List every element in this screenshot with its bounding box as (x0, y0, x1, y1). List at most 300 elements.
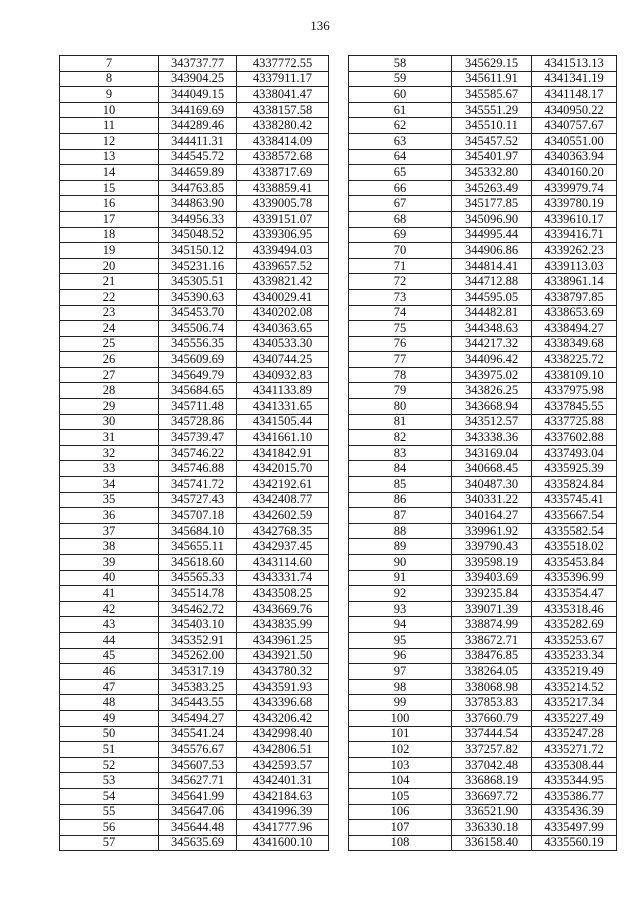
y-coordinate-cell: 4335518.02 (532, 539, 617, 555)
point-number-cell: 43 (60, 617, 159, 633)
table-row (60, 305, 329, 321)
y-coordinate-cell: 4338225.72 (532, 352, 617, 368)
table-row (60, 289, 329, 305)
table-row (349, 710, 617, 726)
point-number-cell: 98 (349, 679, 452, 695)
x-coordinate-cell: 345609.69 (159, 352, 237, 368)
point-number-cell: 82 (349, 430, 452, 446)
point-number-cell: 60 (349, 87, 452, 103)
point-number-cell: 66 (349, 180, 452, 196)
x-coordinate-cell: 344906.86 (452, 243, 532, 259)
table-row (349, 508, 617, 524)
y-coordinate-cell: 4338349.68 (532, 336, 617, 352)
point-number-cell: 37 (60, 523, 159, 539)
point-number-cell: 21 (60, 274, 159, 290)
point-number-cell: 39 (60, 555, 159, 571)
y-coordinate-cell: 4343780.32 (237, 664, 329, 680)
point-number-cell: 107 (349, 820, 452, 836)
table-row (60, 445, 329, 461)
y-coordinate-cell: 4340029.41 (237, 289, 329, 305)
point-number-cell: 91 (349, 570, 452, 586)
x-coordinate-cell: 338672.71 (452, 632, 532, 648)
y-coordinate-cell: 4337725.88 (532, 414, 617, 430)
x-coordinate-cell: 344763.85 (159, 180, 237, 196)
y-coordinate-cell: 4341996.39 (237, 804, 329, 820)
table-row (60, 648, 329, 664)
point-number-cell: 99 (349, 695, 452, 711)
point-number-cell: 74 (349, 305, 452, 321)
point-number-cell: 18 (60, 227, 159, 243)
table-row (349, 383, 617, 399)
y-coordinate-cell: 4338157.58 (237, 102, 329, 118)
point-number-cell: 70 (349, 243, 452, 259)
table-row (349, 321, 617, 337)
x-coordinate-cell: 345629.15 (452, 56, 532, 72)
table-row (349, 820, 617, 836)
point-number-cell: 13 (60, 149, 159, 165)
table-row (60, 149, 329, 165)
table-row (349, 477, 617, 493)
table-row (60, 367, 329, 383)
x-coordinate-cell: 336521.90 (452, 804, 532, 820)
point-number-cell: 90 (349, 555, 452, 571)
y-coordinate-cell: 4340757.67 (532, 118, 617, 134)
point-number-cell: 14 (60, 165, 159, 181)
point-number-cell: 27 (60, 367, 159, 383)
y-coordinate-cell: 4341341.19 (532, 71, 617, 87)
point-number-cell: 54 (60, 788, 159, 804)
table-row (60, 742, 329, 758)
y-coordinate-cell: 4343508.25 (237, 586, 329, 602)
y-coordinate-cell: 4340533.30 (237, 336, 329, 352)
x-coordinate-cell: 337444.54 (452, 726, 532, 742)
table-row (349, 118, 617, 134)
point-number-cell: 78 (349, 367, 452, 383)
table-row (60, 726, 329, 742)
y-coordinate-cell: 4335271.72 (532, 742, 617, 758)
x-coordinate-cell: 345746.88 (159, 461, 237, 477)
x-coordinate-cell: 345635.69 (159, 835, 237, 851)
table-row (60, 118, 329, 134)
x-coordinate-cell: 345711.48 (159, 399, 237, 415)
table-row (60, 710, 329, 726)
x-coordinate-cell: 340668.45 (452, 461, 532, 477)
point-number-cell: 103 (349, 757, 452, 773)
point-number-cell: 57 (60, 835, 159, 851)
point-number-cell: 64 (349, 149, 452, 165)
x-coordinate-cell: 337257.82 (452, 742, 532, 758)
x-coordinate-cell: 345551.29 (452, 102, 532, 118)
table-row (349, 430, 617, 446)
x-coordinate-cell: 345231.16 (159, 258, 237, 274)
y-coordinate-cell: 4339979.74 (532, 180, 617, 196)
x-coordinate-cell: 345305.51 (159, 274, 237, 290)
point-number-cell: 96 (349, 648, 452, 664)
table-row (349, 399, 617, 415)
x-coordinate-cell: 345096.90 (452, 211, 532, 227)
y-coordinate-cell: 4341600.10 (237, 835, 329, 851)
table-row (60, 133, 329, 149)
y-coordinate-cell: 4341513.13 (532, 56, 617, 72)
table-row (60, 87, 329, 103)
point-number-cell: 28 (60, 383, 159, 399)
y-coordinate-cell: 4338494.27 (532, 321, 617, 337)
table-row (349, 757, 617, 773)
y-coordinate-cell: 4338109.10 (532, 367, 617, 383)
table-row (349, 289, 617, 305)
x-coordinate-cell: 339235.84 (452, 586, 532, 602)
x-coordinate-cell: 345541.24 (159, 726, 237, 742)
table-row (60, 399, 329, 415)
table-row (60, 835, 329, 851)
table-row (60, 695, 329, 711)
point-number-cell: 17 (60, 211, 159, 227)
table-row (349, 555, 617, 571)
x-coordinate-cell: 343169.04 (452, 445, 532, 461)
table-row (60, 321, 329, 337)
coordinates-table-right (348, 55, 617, 851)
y-coordinate-cell: 4343396.68 (237, 695, 329, 711)
table-row (60, 539, 329, 555)
y-coordinate-cell: 4342184.63 (237, 788, 329, 804)
x-coordinate-cell: 345741.72 (159, 477, 237, 493)
point-number-cell: 10 (60, 102, 159, 118)
point-number-cell: 41 (60, 586, 159, 602)
x-coordinate-cell: 337853.83 (452, 695, 532, 711)
x-coordinate-cell: 345457.52 (452, 133, 532, 149)
point-number-cell: 19 (60, 243, 159, 259)
point-number-cell: 97 (349, 664, 452, 680)
table-row (349, 648, 617, 664)
y-coordinate-cell: 4338280.42 (237, 118, 329, 134)
point-number-cell: 106 (349, 804, 452, 820)
x-coordinate-cell: 345048.52 (159, 227, 237, 243)
y-coordinate-cell: 4340363.65 (237, 321, 329, 337)
point-number-cell: 38 (60, 539, 159, 555)
x-coordinate-cell: 345684.10 (159, 523, 237, 539)
point-number-cell: 75 (349, 321, 452, 337)
x-coordinate-cell: 339598.19 (452, 555, 532, 571)
point-number-cell: 67 (349, 196, 452, 212)
table-row (349, 664, 617, 680)
table-row (60, 383, 329, 399)
table-row (60, 555, 329, 571)
x-coordinate-cell: 339961.92 (452, 523, 532, 539)
table-row (60, 523, 329, 539)
table-row (60, 227, 329, 243)
table-row (349, 742, 617, 758)
y-coordinate-cell: 4340363.94 (532, 149, 617, 165)
x-coordinate-cell: 345727.43 (159, 492, 237, 508)
table-row (349, 445, 617, 461)
x-coordinate-cell: 344482.81 (452, 305, 532, 321)
x-coordinate-cell: 339403.69 (452, 570, 532, 586)
y-coordinate-cell: 4343669.76 (237, 601, 329, 617)
y-coordinate-cell: 4343961.25 (237, 632, 329, 648)
point-number-cell: 16 (60, 196, 159, 212)
table-row (349, 211, 617, 227)
point-number-cell: 46 (60, 664, 159, 680)
x-coordinate-cell: 345453.70 (159, 305, 237, 321)
point-number-cell: 9 (60, 87, 159, 103)
table-row (60, 679, 329, 695)
point-number-cell: 65 (349, 165, 452, 181)
y-coordinate-cell: 4343835.99 (237, 617, 329, 633)
x-coordinate-cell: 345352.91 (159, 632, 237, 648)
point-number-cell: 89 (349, 539, 452, 555)
y-coordinate-cell: 4335308.44 (532, 757, 617, 773)
table-row (60, 165, 329, 181)
y-coordinate-cell: 4338961.14 (532, 274, 617, 290)
table-row (60, 414, 329, 430)
table-row (349, 274, 617, 290)
table-row (349, 71, 617, 87)
point-number-cell: 73 (349, 289, 452, 305)
page-number: 136 (310, 18, 330, 33)
y-coordinate-cell: 4335560.19 (532, 835, 617, 851)
table-row (349, 227, 617, 243)
table-row (349, 492, 617, 508)
table-row (349, 617, 617, 633)
table-row (349, 87, 617, 103)
x-coordinate-cell: 345443.55 (159, 695, 237, 711)
x-coordinate-cell: 345607.53 (159, 757, 237, 773)
x-coordinate-cell: 345332.80 (452, 165, 532, 181)
table-row (349, 149, 617, 165)
y-coordinate-cell: 4342593.57 (237, 757, 329, 773)
point-number-cell: 33 (60, 461, 159, 477)
x-coordinate-cell: 344411.31 (159, 133, 237, 149)
table-row (349, 601, 617, 617)
x-coordinate-cell: 344995.44 (452, 227, 532, 243)
table-row (60, 211, 329, 227)
table-row (60, 71, 329, 87)
y-coordinate-cell: 4339416.71 (532, 227, 617, 243)
point-number-cell: 31 (60, 430, 159, 446)
y-coordinate-cell: 4335247.28 (532, 726, 617, 742)
point-number-cell: 105 (349, 788, 452, 804)
table-row (349, 133, 617, 149)
point-number-cell: 104 (349, 773, 452, 789)
point-number-cell: 8 (60, 71, 159, 87)
y-coordinate-cell: 4339113.03 (532, 258, 617, 274)
table-row (349, 414, 617, 430)
y-coordinate-cell: 4338717.69 (237, 165, 329, 181)
y-coordinate-cell: 4335282.69 (532, 617, 617, 633)
x-coordinate-cell: 343737.77 (159, 56, 237, 72)
point-number-cell: 32 (60, 445, 159, 461)
y-coordinate-cell: 4337602.88 (532, 430, 617, 446)
x-coordinate-cell: 345403.10 (159, 617, 237, 633)
table-row (60, 601, 329, 617)
y-coordinate-cell: 4339262.23 (532, 243, 617, 259)
x-coordinate-cell: 336868.19 (452, 773, 532, 789)
point-number-cell: 92 (349, 586, 452, 602)
x-coordinate-cell: 336697.72 (452, 788, 532, 804)
y-coordinate-cell: 4335824.84 (532, 477, 617, 493)
y-coordinate-cell: 4335453.84 (532, 555, 617, 571)
point-number-cell: 95 (349, 632, 452, 648)
table-row (60, 477, 329, 493)
point-number-cell: 68 (349, 211, 452, 227)
x-coordinate-cell: 345728.86 (159, 414, 237, 430)
point-number-cell: 35 (60, 492, 159, 508)
x-coordinate-cell: 345585.67 (452, 87, 532, 103)
y-coordinate-cell: 4340950.22 (532, 102, 617, 118)
table-row (60, 258, 329, 274)
y-coordinate-cell: 4341133.89 (237, 383, 329, 399)
y-coordinate-cell: 4342937.45 (237, 539, 329, 555)
x-coordinate-cell: 344956.33 (159, 211, 237, 227)
table-row (349, 196, 617, 212)
table-row (60, 243, 329, 259)
point-number-cell: 83 (349, 445, 452, 461)
x-coordinate-cell: 345401.97 (452, 149, 532, 165)
y-coordinate-cell: 4338859.41 (237, 180, 329, 196)
x-coordinate-cell: 337042.48 (452, 757, 532, 773)
x-coordinate-cell: 345565.33 (159, 570, 237, 586)
table-row (60, 804, 329, 820)
point-number-cell: 45 (60, 648, 159, 664)
table-row (349, 835, 617, 851)
table-row (60, 461, 329, 477)
y-coordinate-cell: 4342408.77 (237, 492, 329, 508)
x-coordinate-cell: 345383.25 (159, 679, 237, 695)
table-row (349, 804, 617, 820)
point-number-cell: 51 (60, 742, 159, 758)
x-coordinate-cell: 345494.27 (159, 710, 237, 726)
x-coordinate-cell: 344863.90 (159, 196, 237, 212)
table-row (349, 523, 617, 539)
point-number-cell: 87 (349, 508, 452, 524)
x-coordinate-cell: 339790.43 (452, 539, 532, 555)
y-coordinate-cell: 4343921.50 (237, 648, 329, 664)
point-number-cell: 102 (349, 742, 452, 758)
y-coordinate-cell: 4341661.10 (237, 430, 329, 446)
y-coordinate-cell: 4337975.98 (532, 383, 617, 399)
y-coordinate-cell: 4340744.25 (237, 352, 329, 368)
table-row (349, 773, 617, 789)
y-coordinate-cell: 4340551.00 (532, 133, 617, 149)
point-number-cell: 30 (60, 414, 159, 430)
point-number-cell: 44 (60, 632, 159, 648)
x-coordinate-cell: 344545.72 (159, 149, 237, 165)
table-row (349, 539, 617, 555)
point-number-cell: 58 (349, 56, 452, 72)
point-number-cell: 69 (349, 227, 452, 243)
point-number-cell: 55 (60, 804, 159, 820)
y-coordinate-cell: 4338653.69 (532, 305, 617, 321)
point-number-cell: 61 (349, 102, 452, 118)
x-coordinate-cell: 345641.99 (159, 788, 237, 804)
coordinates-table-left (59, 55, 329, 851)
y-coordinate-cell: 4340202.08 (237, 305, 329, 321)
x-coordinate-cell: 345556.35 (159, 336, 237, 352)
y-coordinate-cell: 4343591.93 (237, 679, 329, 695)
x-coordinate-cell: 343512.57 (452, 414, 532, 430)
point-number-cell: 36 (60, 508, 159, 524)
y-coordinate-cell: 4339657.52 (237, 258, 329, 274)
x-coordinate-cell: 343975.02 (452, 367, 532, 383)
x-coordinate-cell: 345746.22 (159, 445, 237, 461)
y-coordinate-cell: 4337845.55 (532, 399, 617, 415)
x-coordinate-cell: 338476.85 (452, 648, 532, 664)
y-coordinate-cell: 4335253.67 (532, 632, 617, 648)
table-row (60, 632, 329, 648)
point-number-cell: 48 (60, 695, 159, 711)
y-coordinate-cell: 4343206.42 (237, 710, 329, 726)
x-coordinate-cell: 345611.91 (452, 71, 532, 87)
table-row (349, 243, 617, 259)
y-coordinate-cell: 4335497.99 (532, 820, 617, 836)
table-row (60, 196, 329, 212)
point-number-cell: 62 (349, 118, 452, 134)
table-row (349, 258, 617, 274)
x-coordinate-cell: 345514.78 (159, 586, 237, 602)
point-number-cell: 81 (349, 414, 452, 430)
y-coordinate-cell: 4342192.61 (237, 477, 329, 493)
point-number-cell: 50 (60, 726, 159, 742)
y-coordinate-cell: 4338414.09 (237, 133, 329, 149)
point-number-cell: 22 (60, 289, 159, 305)
point-number-cell: 72 (349, 274, 452, 290)
y-coordinate-cell: 4341777.96 (237, 820, 329, 836)
x-coordinate-cell: 344049.15 (159, 87, 237, 103)
y-coordinate-cell: 4343331.74 (237, 570, 329, 586)
point-number-cell: 34 (60, 477, 159, 493)
table-row (349, 632, 617, 648)
table-row (349, 336, 617, 352)
y-coordinate-cell: 4340932.83 (237, 367, 329, 383)
x-coordinate-cell: 344289.46 (159, 118, 237, 134)
table-row (349, 679, 617, 695)
x-coordinate-cell: 345627.71 (159, 773, 237, 789)
x-coordinate-cell: 344348.63 (452, 321, 532, 337)
x-coordinate-cell: 337660.79 (452, 710, 532, 726)
y-coordinate-cell: 4337772.55 (237, 56, 329, 72)
table-row (349, 305, 617, 321)
table-row (60, 102, 329, 118)
point-number-cell: 40 (60, 570, 159, 586)
x-coordinate-cell: 343904.25 (159, 71, 237, 87)
table-row (60, 336, 329, 352)
y-coordinate-cell: 4342768.35 (237, 523, 329, 539)
y-coordinate-cell: 4335233.34 (532, 648, 617, 664)
table-row (349, 180, 617, 196)
point-number-cell: 56 (60, 820, 159, 836)
point-number-cell: 52 (60, 757, 159, 773)
table-row (349, 695, 617, 711)
y-coordinate-cell: 4335667.54 (532, 508, 617, 524)
point-number-cell: 20 (60, 258, 159, 274)
table-row (349, 352, 617, 368)
y-coordinate-cell: 4335219.49 (532, 664, 617, 680)
x-coordinate-cell: 345510.11 (452, 118, 532, 134)
y-coordinate-cell: 4335354.47 (532, 586, 617, 602)
table-row (60, 788, 329, 804)
x-coordinate-cell: 344217.32 (452, 336, 532, 352)
point-number-cell: 84 (349, 461, 452, 477)
y-coordinate-cell: 4335582.54 (532, 523, 617, 539)
x-coordinate-cell: 336330.18 (452, 820, 532, 836)
y-coordinate-cell: 4338041.47 (237, 87, 329, 103)
point-number-cell: 26 (60, 352, 159, 368)
x-coordinate-cell: 344659.89 (159, 165, 237, 181)
x-coordinate-cell: 339071.39 (452, 601, 532, 617)
x-coordinate-cell: 345506.74 (159, 321, 237, 337)
table-row (349, 461, 617, 477)
table-row (349, 586, 617, 602)
